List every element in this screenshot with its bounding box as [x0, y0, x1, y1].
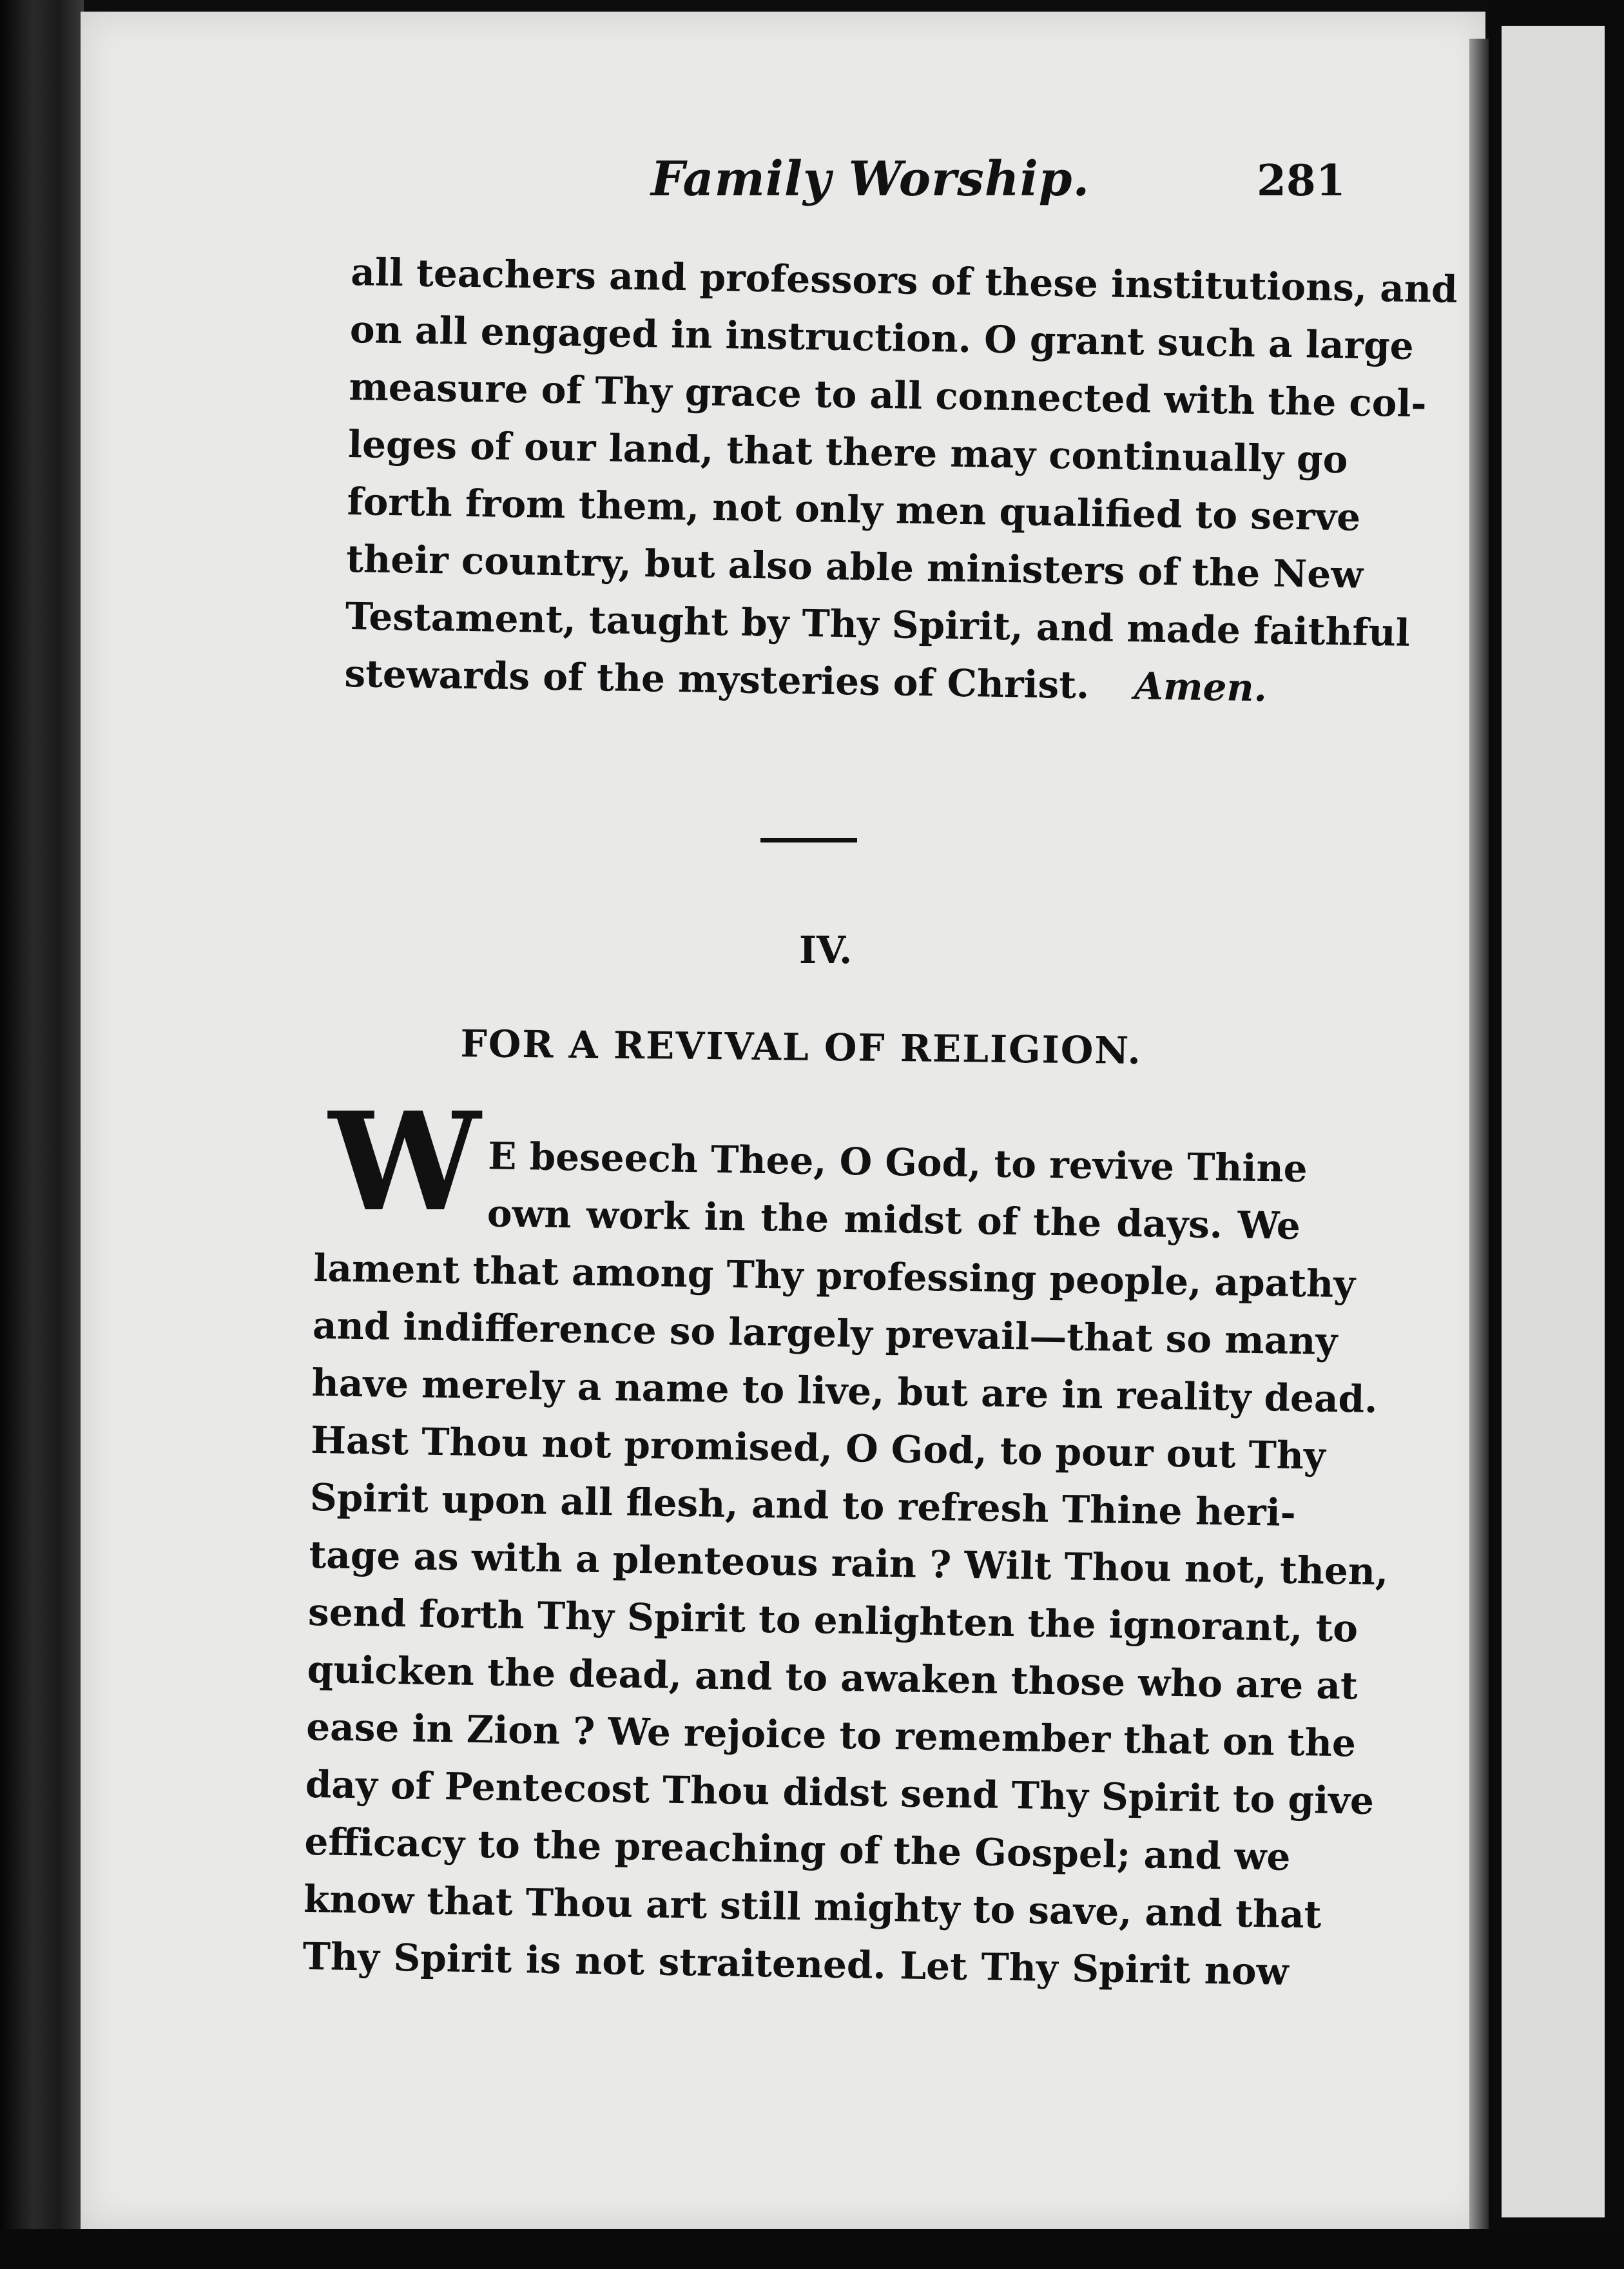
drop-cap: W [329, 1082, 481, 1242]
text-line: and indifference so largely prevail—that so many [312, 1303, 1338, 1363]
text-line: all teachers and professors of these institutions, and [350, 249, 1458, 311]
amen-word: Amen. [1134, 664, 1268, 710]
text-line: Testament, taught by Thy Spirit, and made faithful [345, 594, 1411, 655]
prayer-paragraph [302, 1125, 1389, 2001]
text-line: lament that among Thy professing people, apathy [313, 1245, 1356, 1307]
text-line: E beseech Thee, O God, to revive Thine [487, 1134, 1308, 1191]
text-line: forth from them, not only men qualified to serve [347, 479, 1361, 540]
text-line: measure of Thy grace to all connected with the col- [348, 364, 1427, 426]
adjacent-page-edge [1502, 26, 1605, 2217]
text-line: Spirit upon all flesh, and to refresh Thine heri- [309, 1475, 1297, 1535]
section-title: FOR A REVIVAL OF RELIGION. [460, 1022, 1143, 1073]
text-line: quicken the dead, and to awaken those who are at [307, 1647, 1358, 1708]
text-line: day of Pentecost Thou didst send Thy Spirit to give [305, 1762, 1375, 1823]
section-number: IV. [799, 928, 853, 972]
text-line: efficacy to the preaching of the Gospel; and we [304, 1819, 1291, 1879]
text-line: own work in the midst of the days. We [487, 1191, 1301, 1249]
text-line: stewards of the mysteries of Christ. [343, 651, 1090, 708]
text-line: know that Thou art still mighty to save, and that [303, 1876, 1322, 1937]
text-line: leges of our land, that there may continually go [347, 422, 1348, 482]
text-line: have merely a name to live, but are in reality dead. [311, 1360, 1378, 1421]
text-line: on all engaged in instruction. O grant such a large [349, 307, 1415, 368]
running-title: Family Worship. [651, 151, 1090, 207]
text-line: ease in Zion ? We rejoice to remember that on the [305, 1704, 1357, 1766]
page-number: 281 [1257, 155, 1346, 206]
page-gutter-edge [1469, 39, 1489, 2243]
text-line: Hast Thou not promised, O God, to pour out Thy [310, 1417, 1326, 1478]
section-divider [760, 838, 857, 842]
book-spine-shadow [0, 0, 84, 2269]
scan-border-bottom [0, 2229, 1624, 2269]
text-line: Thy Spirit is not straitened. Let Thy Spirit now [302, 1934, 1290, 1994]
continuation-paragraph [343, 244, 1458, 718]
running-header [651, 151, 1346, 222]
text-line: tage as with a plenteous rain ? Wilt Thou not, then, [308, 1532, 1389, 1594]
text-line: their country, but also able ministers of the New [345, 536, 1364, 597]
text-line: send forth Thy Spirit to enlighten the ignorant, to [307, 1590, 1358, 1651]
